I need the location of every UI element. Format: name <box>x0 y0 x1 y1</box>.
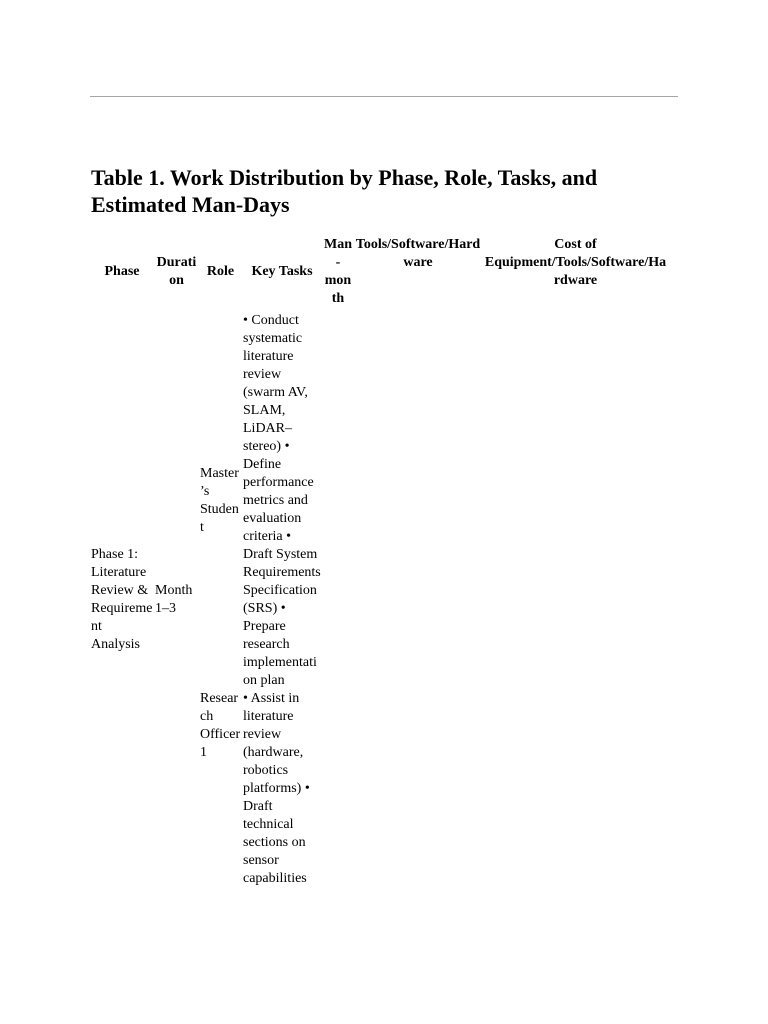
cell-man-month <box>322 690 354 888</box>
header-phase: Phase <box>104 264 140 279</box>
table-row <box>90 312 669 690</box>
work-distribution-table <box>90 234 669 888</box>
header-key-tasks: Key Tasks <box>251 264 313 279</box>
header-role: Role <box>206 264 235 279</box>
cell-cost <box>482 690 669 888</box>
table-header-row <box>90 234 669 312</box>
header-tools: Tools/Software/Hardware <box>355 237 481 270</box>
top-divider <box>90 96 678 97</box>
header-duration: Duration <box>156 255 197 288</box>
cell-key-tasks: • Conduct systematic literature review (swarm AV, SLAM, LiDAR–stereo) • Define performance metrics and evaluation criteria • Draft System Requirements Specification (SRS) • Prepare research implementation plan <box>243 313 321 688</box>
header-cost: Cost of Equipment/Tools/Software/Hardware <box>484 237 667 288</box>
header-man-month: Man-month <box>324 237 352 306</box>
cell-phase: Phase 1: Literature Review & Requirement Analysis <box>91 547 153 652</box>
cell-duration: Month 1–3 <box>155 583 193 616</box>
cell-man-month <box>322 312 354 690</box>
cell-key-tasks: • Assist in literature review (hardware, robotics platforms) • Draft technical sections on sensor capabilities <box>243 691 310 886</box>
cell-tools <box>354 312 482 690</box>
cell-role: Research Officer 1 <box>200 691 241 760</box>
cell-role: Master’s Student <box>200 466 239 535</box>
table-title: Table 1. Work Distribution by Phase, Role, Tasks, and Estimated Man-Days <box>91 165 598 217</box>
cell-cost <box>482 312 669 690</box>
cell-tools <box>354 690 482 888</box>
